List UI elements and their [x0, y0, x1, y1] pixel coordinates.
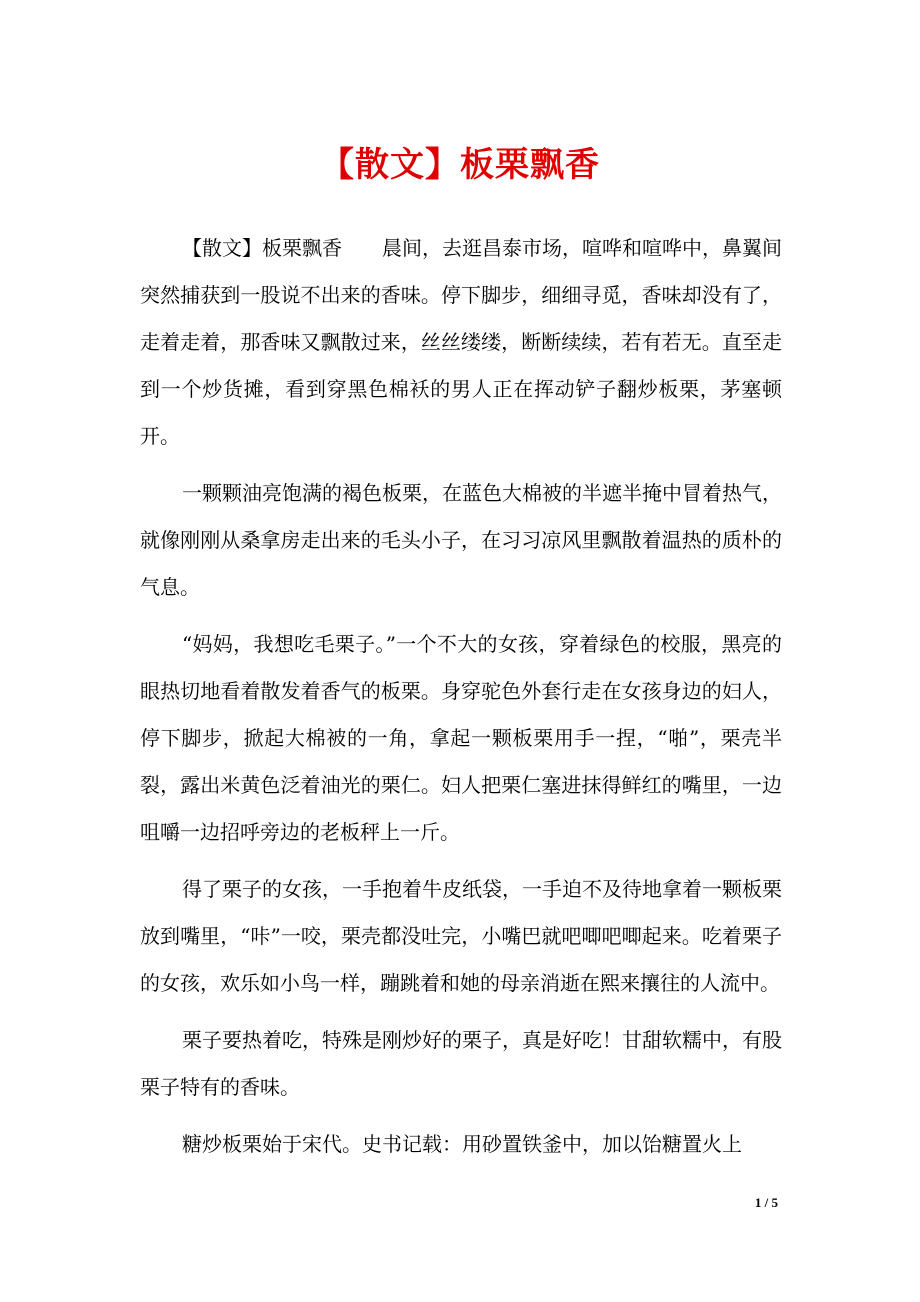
paragraph: 【散文】板栗飘香 晨间，去逛昌泰市场，喧哗和喧哗中，鼻翼间突然捕获到一股说不出来的香味。停下脚步，细细寻觅，香味却没有了，走着走着，那香味又飘散过来，丝丝缕缕，断断续续，若有若无。直至走到一个炒货摊，看到穿黑色棉袄的男人正在挥动铲子翻炒板栗，茅塞顿开。 [140, 236, 782, 448]
paragraph: 栗子要热着吃，特殊是刚炒好的栗子，真是好吃！甘甜软糯中，有股栗子特有的香味。 [140, 1028, 782, 1099]
paragraph: “妈妈，我想吃毛栗子。”一个不大的女孩，穿着绿色的校服，黑亮的眼热切地看着散发着香气的板栗。身穿驼色外套行走在女孩身边的妇人，停下脚步，掀起大棉被的一角，拿起一颗板栗用手一捏，“啪”，栗壳半裂，露出米黄色泛着油光的栗仁。妇人把栗仁塞进抹得鲜红的嘴里，一边咀嚼一边招呼旁边的老板秤上一斤。 [140, 632, 782, 844]
document-title: 【散文】板栗飘香 [320, 145, 600, 185]
paragraph: 一颗颗油亮饱满的褐色板栗，在蓝色大棉被的半遮半掩中冒着热气，就像刚刚从桑拿房走出来的毛头小子，在习习凉风里飘散着温热的质朴的气息。 [140, 481, 782, 599]
document-body [140, 225, 782, 1178]
page-number: 1 / 5 [754, 1195, 778, 1210]
paragraph: 得了栗子的女孩，一手抱着牛皮纸袋，一手迫不及待地拿着一颗板栗放到嘴里，“咔”一咬，栗壳都没吐完，小嘴巴就吧唧吧唧起来。吃着栗子的女孩，欢乐如小鸟一样，蹦跳着和她的母亲消逝在熙来攘往的人流中。 [140, 877, 782, 995]
paragraph: 糖炒板栗始于宋代。史书记载：用砂置铁釜中，加以饴糖置火上 [182, 1132, 742, 1156]
